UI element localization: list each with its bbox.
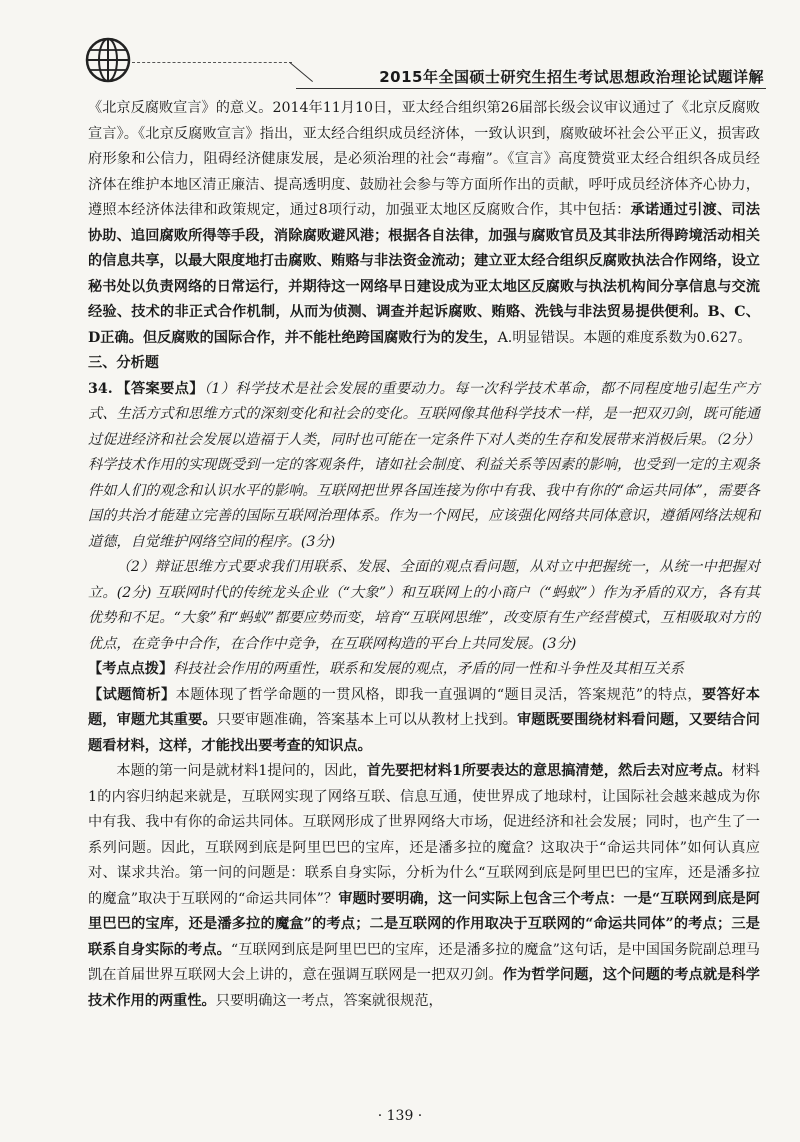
question-number: 34.	[88, 380, 113, 397]
jianxi-paragraph: 【试题简析】本题体现了哲学命题的一贯风格，即我一直强调的“题目灵活，答案规范”的特点，要答好本题，审题尤其重要。只要审题准确，答案基本上可以从教材上找到。审题既要围绕材料看问题，又要结合问题看材料，这样，才能找出要考查的知识点。	[88, 686, 760, 754]
answer-part-2: （2）辩证思维方式要求我们用联系、发展、全面的观点看问题，从对立中把握统一，从统一中把握对立。(2分) 互联网时代的传统龙头企业（“大象”）和互联网上的小商户（“蚂蚁”）作为矛盾的双方，各有其优势和不足。“大象”和“蚂蚁”都要应势而变，培育“互联网思维”，改变原有生产经营模式，互相吸取对方的优点，在竞争中合作，在合作中竞争，在互联网构造的平台上共同发展。(3分)	[88, 559, 760, 652]
answer-part-1: （1）科学技术是社会发展的重要动力。每一次科学技术革命，都不同程度地引起生产方式、生活方式和思维方式的深刻变化和社会的变化。互联网像其他科学技术一样，是一把双刃剑，既可能通过促进经济和社会发展以造福于人类，同时也可能在一定条件下对人类的生存和发展带来消极后果。（2分）科学技术作用的实现既受到一定的客观条件，诸如社会制度、利益关系等因素的影响，也受到一定的主观条件如人们的观念和认识水平的影响。互联网把世界各国连接为你中有我、我中有你的“命运共同体”，需要各国的共治才能建立完善的国际互联网治理体系。作为一个网民，应该强化网络共同体意识，遵循网络法规和道德，自觉维护网络空间的程序。(3分)	[88, 380, 760, 550]
answer-label: 【答案要点】	[116, 380, 204, 397]
header-rule	[296, 88, 766, 89]
header-dotted-rule	[132, 62, 292, 63]
page-header	[0, 0, 800, 92]
kaodian-label: 【考点点拨】	[88, 661, 174, 677]
intro-paragraph: 《北京反腐败宣言》的意义。2014年11月10日，亚太经合组织第26届部长级会议审议通过了《北京反腐败宣言》。《北京反腐败宣言》指出，亚太经合组织成员经济体，一致认识到，腐败破坏社会公平正义，损害政府形象和公信力，阻碍经济健康发展，是必须治理的社会“毒瘤”。《宣言》高度赞赏亚太经合组织各成员经济体在维护本地区清正廉洁、提高透明度、鼓励社会参与等方面所作出的贡献，呼吁成员经济体齐心协力，遵照本经济体法律和政策规定，通过8项行动，加强亚太地区反腐败合作，其中包括：承诺通过引渡、司法协助、追回腐败所得等手段，消除腐败避风港；根据各自法律，加强与腐败官员及其非法所得跨境活动相关的信息共享，以最大限度地打击腐败、贿赂与非法资金流动；建立亚太经合组织反腐败执法合作网络，设立秘书处以负责网络的日常运行，并期待这一网络早日建设成为亚太地区反腐败与执法机构间分享信息与交流经验、技术的非正式合作机制，从而为侦测、调查并起诉腐败、贿赂、洗钱与非法贸易提供便利。B、C、D正确。但反腐败的国际合作，并不能杜绝跨国腐败行为的发生，A.明显错误。本题的难度系数为0.627。	[88, 100, 760, 346]
running-header-title: 2015年全国硕士研究生招生考试思想政治理论试题详解	[379, 68, 764, 86]
analysis-paragraph: 本题的第一问是就材料1提问的，因此，首先要把材料1所要表达的意思搞清楚，然后去对应考点。材料1的内容归纳起来就是，互联网实现了网络互联、信息互通，使世界成了地球村，让国际社会越来越成为你中有我、我中有你的命运共同体。互联网形成了世界网络大市场，促进经济和社会发展；同时，也产生了一系列问题。因此，互联网到底是阿里巴巴的宝库，还是潘多拉的魔盒？这取决于“命运共同体”如何认真应对、谋求共治。第一问的问题是：联系自身实际，分析为什么“互联网到底是阿里巴巴的宝库，还是潘多拉的魔盒”取决于互联网的“命运共同体”？审题时要明确，这一问实际上包含三个考点：一是“互联网到底是阿里巴巴的宝库，还是潘多拉的魔盒”的考点；二是互联网的作用取决于互联网的“命运共同体”的考点；三是联系自身实际的考点。“互联网到底是阿里巴巴的宝库，还是潘多拉的魔盒”这句话，是中国国务院副总理马凯在首届世界互联网大会上讲的，意在强调互联网是一把双刃剑。作为哲学问题，这个问题的考点就是科学技术作用的两重性。只要明确这一考点，答案就很规范，	[88, 763, 760, 1009]
page-body	[88, 96, 760, 1014]
kaodian-paragraph: 【考点点拨】科技社会作用的两重性，联系和发展的观点，矛盾的同一性和斗争性及其相互关系	[88, 661, 684, 677]
jianxi-label: 【试题简析】	[88, 686, 176, 703]
globe-logo-icon	[84, 36, 132, 84]
page-number: · 139 ·	[377, 1108, 423, 1124]
header-slant-rule	[289, 62, 313, 82]
question-34-answer	[88, 377, 760, 556]
section-heading: 三、分析题	[88, 355, 159, 371]
